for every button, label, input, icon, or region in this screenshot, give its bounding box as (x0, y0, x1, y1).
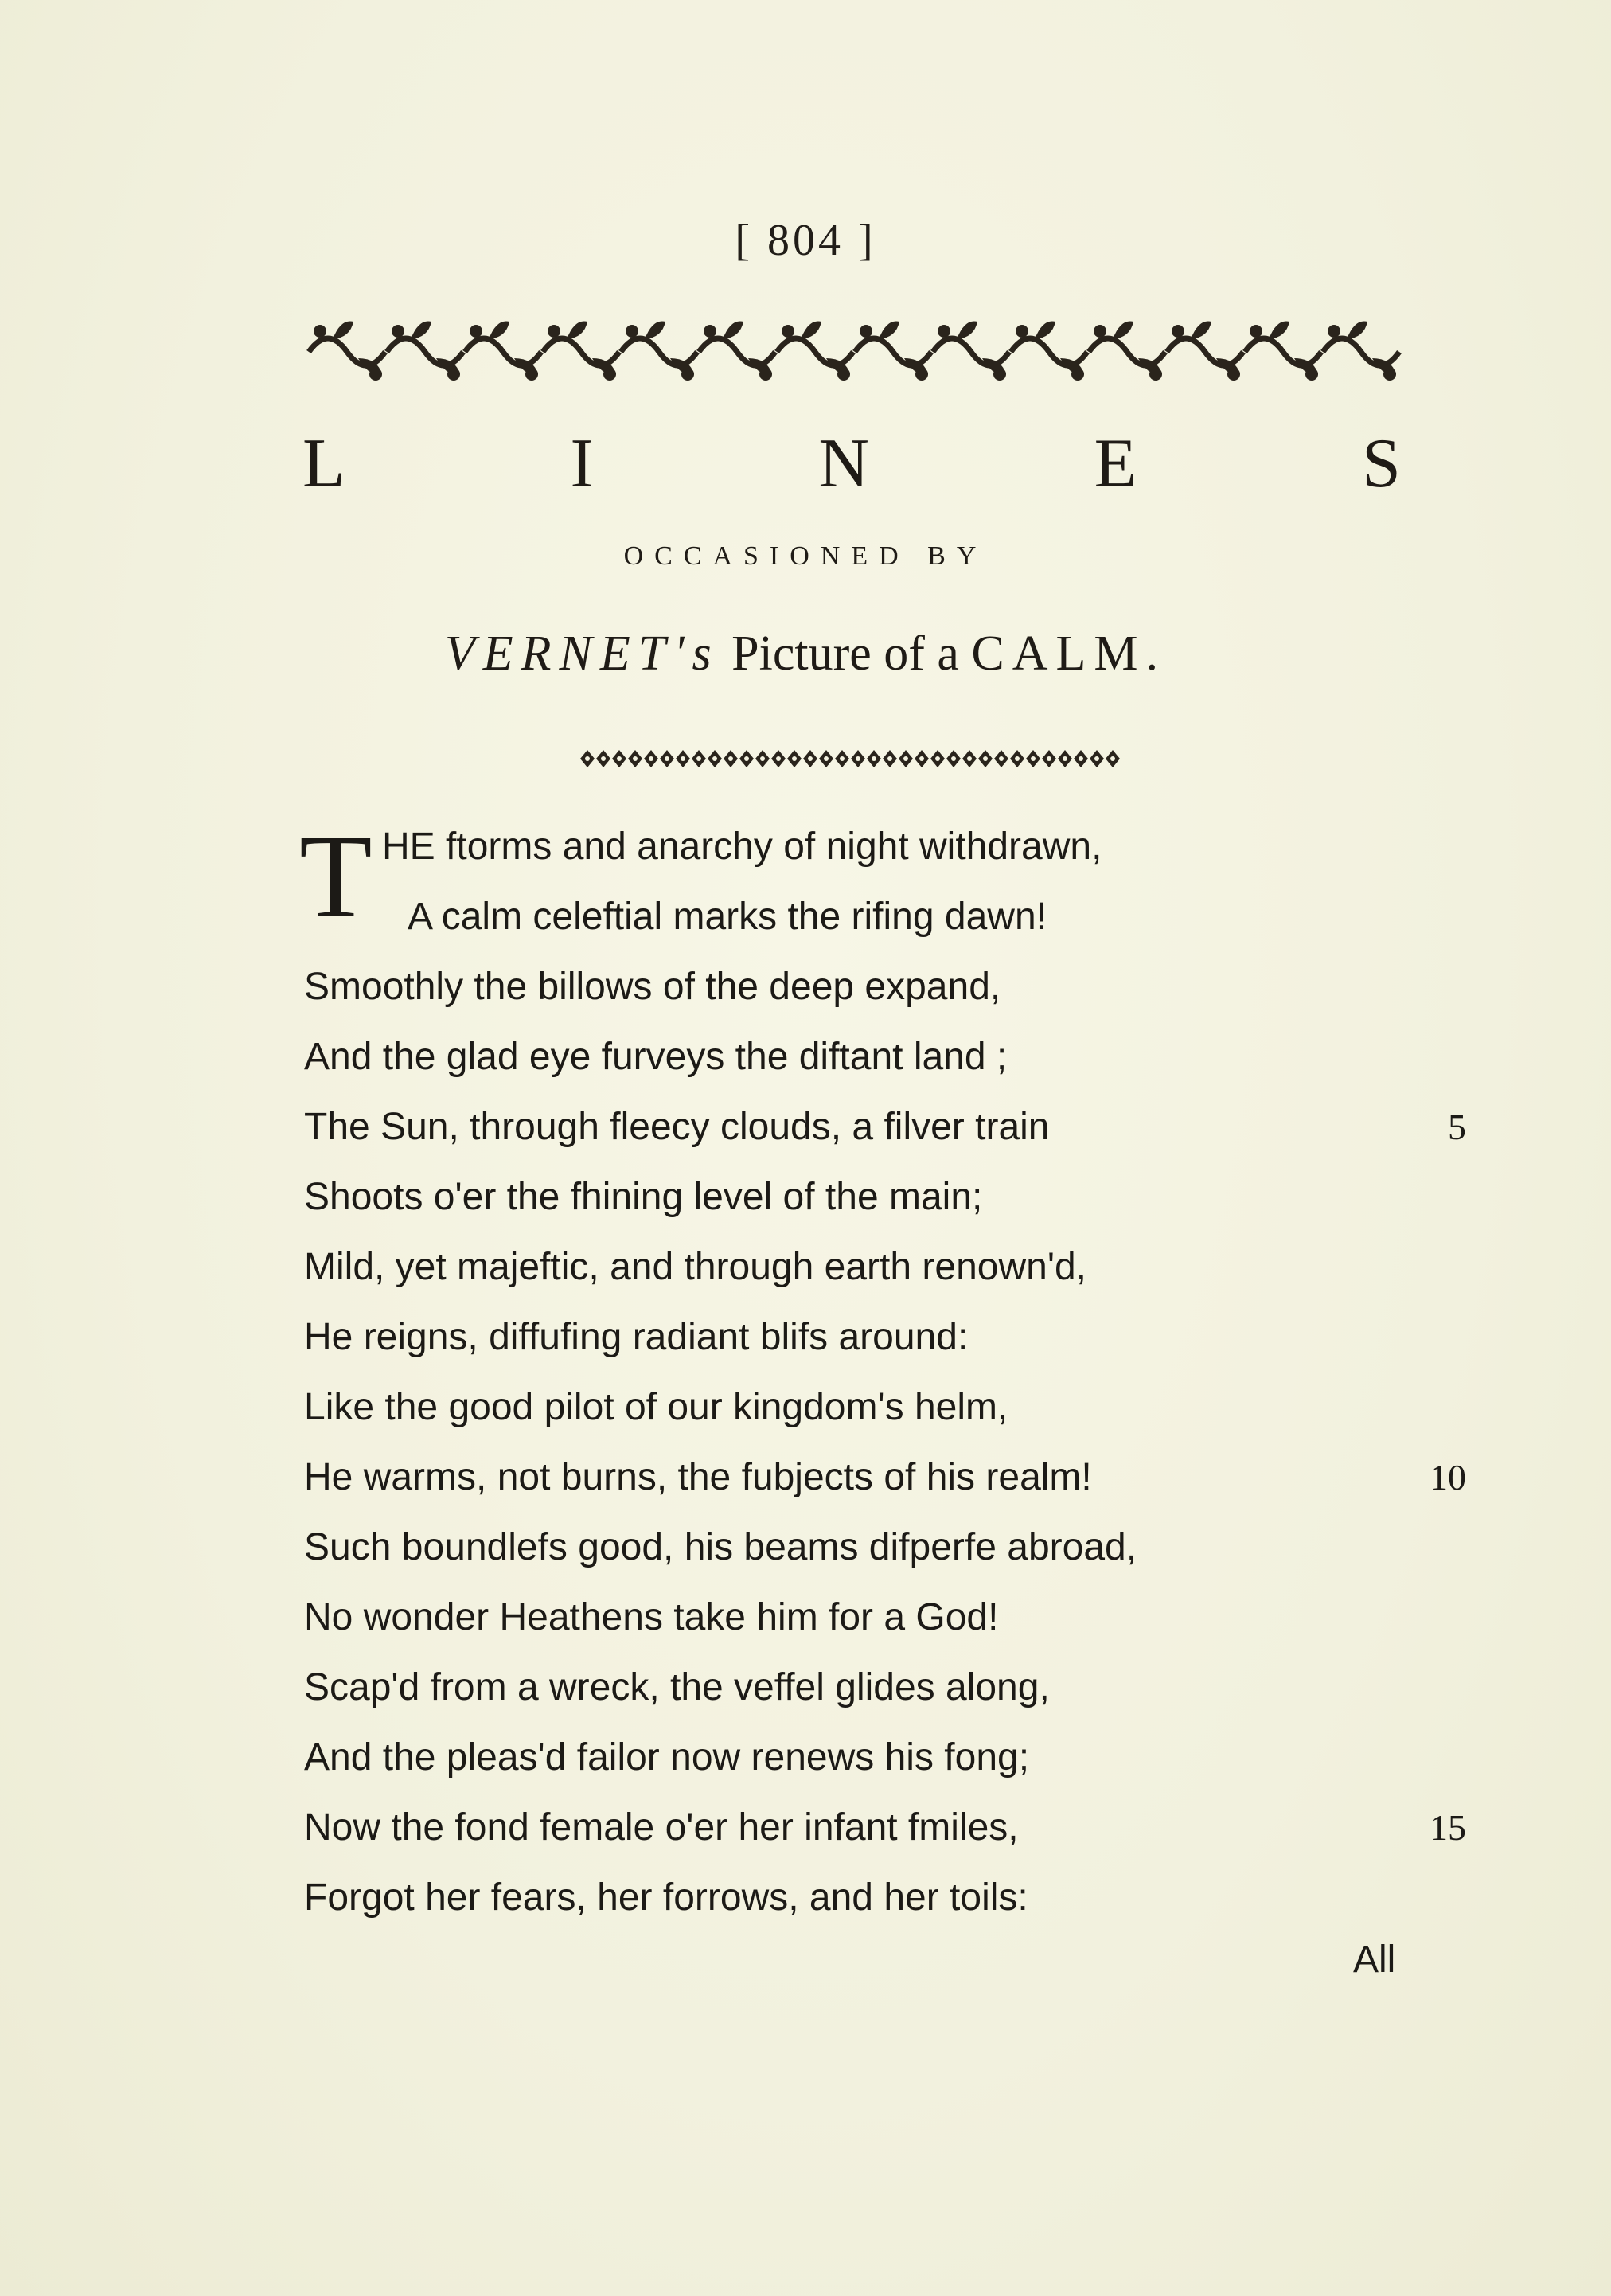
line-number: 15 (1430, 1807, 1466, 1848)
poem-line-text: The Sun, through fleecy clouds, a filver train (304, 1106, 1050, 1148)
poem-line-text: And the glad eye furveys the diftant land ; (304, 1036, 1008, 1078)
drop-cap: T (299, 810, 373, 943)
diamond-rule-icon (579, 747, 1129, 771)
poem-line-text: Mild, yet majeftic, and through earth renown'd, (304, 1246, 1087, 1288)
poem-line (304, 1793, 1466, 1863)
poem-line (304, 1162, 1466, 1232)
poem (299, 810, 1466, 1933)
title-letter: E (1094, 425, 1137, 502)
poem-line (304, 1443, 1466, 1513)
poem-line-text: A calm celeftial marks the rifing dawn! (408, 896, 1047, 938)
poem-line-text: And the pleas'd failor now renews his fong; (304, 1736, 1030, 1779)
poem-line (304, 952, 1466, 1022)
poem-line-text: Now the fond female o'er her infant fmiles, (304, 1806, 1019, 1849)
poem-line-text: Like the good pilot of our kingdom's helm, (304, 1386, 1008, 1428)
poem-line (304, 882, 1466, 952)
poem-line (304, 1022, 1466, 1092)
catchword: All (1353, 1939, 1396, 1981)
poem-line (304, 1302, 1466, 1373)
line-number: 10 (1430, 1457, 1466, 1497)
poem-line-text: Scap'd from a wreck, the veffel glides along, (304, 1666, 1050, 1708)
line-number: 5 (1448, 1107, 1466, 1147)
page-title (302, 424, 1401, 504)
title-letter: N (818, 425, 869, 502)
poem-line-text: Shoots o'er the fhining level of the main; (304, 1176, 983, 1218)
poem-line-text: He reigns, diffufing radiant blifs around: (304, 1316, 969, 1358)
title-letter: I (570, 425, 594, 502)
poem-line (304, 1723, 1466, 1793)
poem-line (304, 1653, 1466, 1723)
page-number: [ 804 ] (735, 216, 876, 265)
heading-last: CALM. (971, 627, 1167, 681)
poem-line (304, 1513, 1466, 1583)
poem-line (304, 1232, 1466, 1302)
title-letter: S (1362, 425, 1401, 502)
heading-rest: Picture of a (731, 627, 959, 681)
poem-line-text: No wonder Heathens take him for a God! (304, 1596, 999, 1638)
poem-line (304, 1863, 1466, 1933)
poem-line-text: He warms, not burns, the fubjects of his realm! (304, 1456, 1092, 1498)
poem-line (304, 1092, 1466, 1162)
subtitle: OCCASIONED BY (623, 541, 988, 571)
vine-ornament-icon (301, 312, 1403, 392)
poem-line-text: HE ftorms and anarchy of night withdrawn, (382, 826, 1102, 868)
poem-line (304, 1583, 1466, 1653)
poem-line-text: Forgot her fears, her forrows, and her toils: (304, 1876, 1028, 1919)
title-letter: L (302, 425, 345, 502)
poem-line (304, 1373, 1466, 1443)
poem-line-text: Smoothly the billows of the deep expand, (304, 966, 1001, 1008)
heading-name: VERNET's (444, 627, 720, 681)
poem-line-text: Such boundlefs good, his beams difperfe abroad, (304, 1526, 1137, 1568)
heading (0, 626, 1611, 682)
